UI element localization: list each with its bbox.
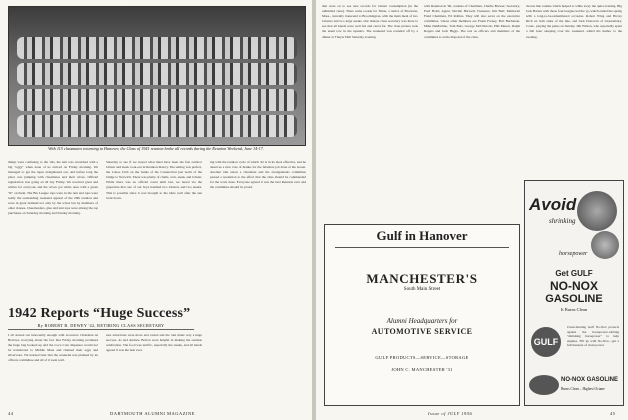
- ad-services: GULF PRODUCTS—SERVICE—STORAGE: [375, 355, 469, 360]
- ad-decorative-orb-1: [577, 191, 617, 231]
- manchesters-gulf-ad: [324, 224, 520, 406]
- ad-body-text: Clean-burning Gulf No-Nox protects against the horsepower-robbing "shrinking horsepower" to help engines. Fill up with No-Nox—get a full measure of clean power.: [567, 325, 619, 348]
- article-byline: By ROBERT B. DEWEY '42, RETIRING CLASS SECRETARY: [37, 323, 165, 328]
- ad-horsepower-word: horsepower: [559, 251, 588, 257]
- class-reunion-photo: [8, 6, 306, 146]
- ad-tagline-1: Alumni Headquarters for: [386, 317, 458, 325]
- page-number-left: 44: [8, 411, 14, 416]
- article-column-1: things were confusing to the '42s, the tent was wrenched with a big "oggy" when none of us arrived on Friday morning. We managed to get the tapes straightened out, and before long the place was jumping with classmates and their wives. Official registration was going on all day Friday. We received great and whites for everyone and the wives got white ones with a green "R" on them. The Bis League tops were in the tent and tops were really the outstanding weekend apparel of the 20th reunion and were in great demand not only by the wives but by members of other classes. Cheerleaders, glee and tent tops were among the top purchases on Saturday morning and Sunday morning.: [8, 160, 98, 215]
- ad-bottom-title: NO-NOX GASOLINE: [561, 377, 619, 383]
- article-column-2: Saturday to see if we stayed what must have been the fast outdoor lobster and steak cook-out in Reunion history. The setting was perfect, the Canoe Club on the banks of the Connecticut just north of the bridge to Norwich. There was plenty of clams, corn, steak, and lobster. While there was no official count until last, we heard via the grapevine that one of our boys handled two lobsters and two steaks. This is possible since it was brought to the table well after the sun went down.: [106, 160, 202, 200]
- right-column-2: with Reunion in '96, consists of Chairman, Charlie Brewer; Secretary, Fred Boltz; Agent, Neville Harwell; Treasurer, Jim Bell; Memorial Fund Chairman, Ed Rollins. They will also serve on the executive committee, whose other members are Frank Forney, Bob Buchanan, Mike DeMartino, Tom Burt, George McClintock, Phil Mason, Ralph Rogers and Jack Higgs. The rest as officers and members of the committee is at the disposal of the class.: [424, 4, 520, 39]
- article-column-4: I all started out innocently enough with Governor Chairman Al Berlowe worrying about the fact that Friday morning promised the huge bug hooked up and the Coca Cola dispenser would not be transferred to Middle Mass and chained their eggs and silverware. We learned later that the weekend was planned by an officers committee and all of it went well.: [8, 333, 98, 363]
- right-page: [316, 0, 628, 420]
- ad-burns-clean: It Burns Clean: [560, 307, 588, 312]
- article-column-5: ture attractions were more and varied and the rain made way a huge success. At and Andrew Bolton were helpful in making the reunion celebration. The food was terrific, especially the steaks, and all hands agreed it was the best ever.: [106, 333, 202, 353]
- gulf-logo: GULF: [531, 327, 561, 357]
- ad-avoid-word: Avoid: [529, 195, 577, 214]
- article-column-3: ing with the reunion cycle of which '42 is in its most effective, and he deserves a nice vote of thanks for the fabulous job done at the Green. Another talk about a classmate and the arrangements committee passed a resolution to the effect that the class should be commended for the work done. Everyone agreed it was the best Reunion ever and the committee should be proud.: [210, 160, 306, 190]
- ad-headline: Gulf in Hanover: [376, 228, 468, 243]
- magazine-title: DARTMOUTH ALUMNI MAGAZINE: [110, 411, 195, 416]
- ad-no-nox: NO-NOX: [550, 279, 598, 293]
- gulf-logo-small: [529, 375, 559, 395]
- right-column-1: that were on to see new records for lobster consumption (in the unlimited class). There some rookie for Nixie, a native of Brockton, Mass., currently transcend to Broomington, with the main meal of two lobsters and two large steaks. Our tireless class secretary was there to see that all hands were well fed and cared for. The class picture took the usual row in the upstairs. The weekend was rounded off by a dinner at Thayer Hall Saturday evening.: [322, 4, 418, 39]
- ad-divider: [335, 247, 509, 248]
- photo-caption: With 115 classmates returning to Hanover, the Class of 1941 reunion broke all records during the Reunion Weekend, June 14-17.: [48, 146, 264, 151]
- ad-decorative-orb-2: [591, 231, 619, 259]
- right-column-3: chorus line routine which helped to while away the quiet evening. Big Jack Barber with those four beagles led the 'go which ended the spring with a long-to-be-remembered occasion. Robert Wing and Hovey Rich on both sides of the line, and Jack Donovan of Glastonbury, Conn., playing the piano on Sunday. Jim Wilson, who reportedly spent a full hour sleeping over the weekend, added his humor to the evening.: [526, 4, 622, 39]
- page-number-right: 45: [610, 411, 616, 416]
- store-street: South Main Street: [403, 287, 441, 292]
- ad-bottom-subtitle: Burns Clean – Highest Octane: [561, 387, 605, 391]
- ad-shrinking-word: shrinking: [549, 217, 576, 225]
- article-title: 1942 Reports “Huge Success”: [8, 306, 191, 321]
- ad-proprietor: JOHN C. MANCHESTER '31: [391, 367, 453, 372]
- ad-gasoline: GASOLINE: [545, 293, 603, 305]
- issue-date: Issue of JULY 1956: [428, 411, 473, 416]
- ad-tagline-2: AUTOMOTIVE SERVICE: [371, 327, 473, 336]
- left-page: [0, 0, 312, 420]
- store-name: MANCHESTER'S: [366, 271, 478, 286]
- byline-rule: [8, 329, 194, 330]
- ad-get-gulf: Get GULF: [555, 269, 593, 278]
- gulf-no-nox-ad: [524, 180, 624, 406]
